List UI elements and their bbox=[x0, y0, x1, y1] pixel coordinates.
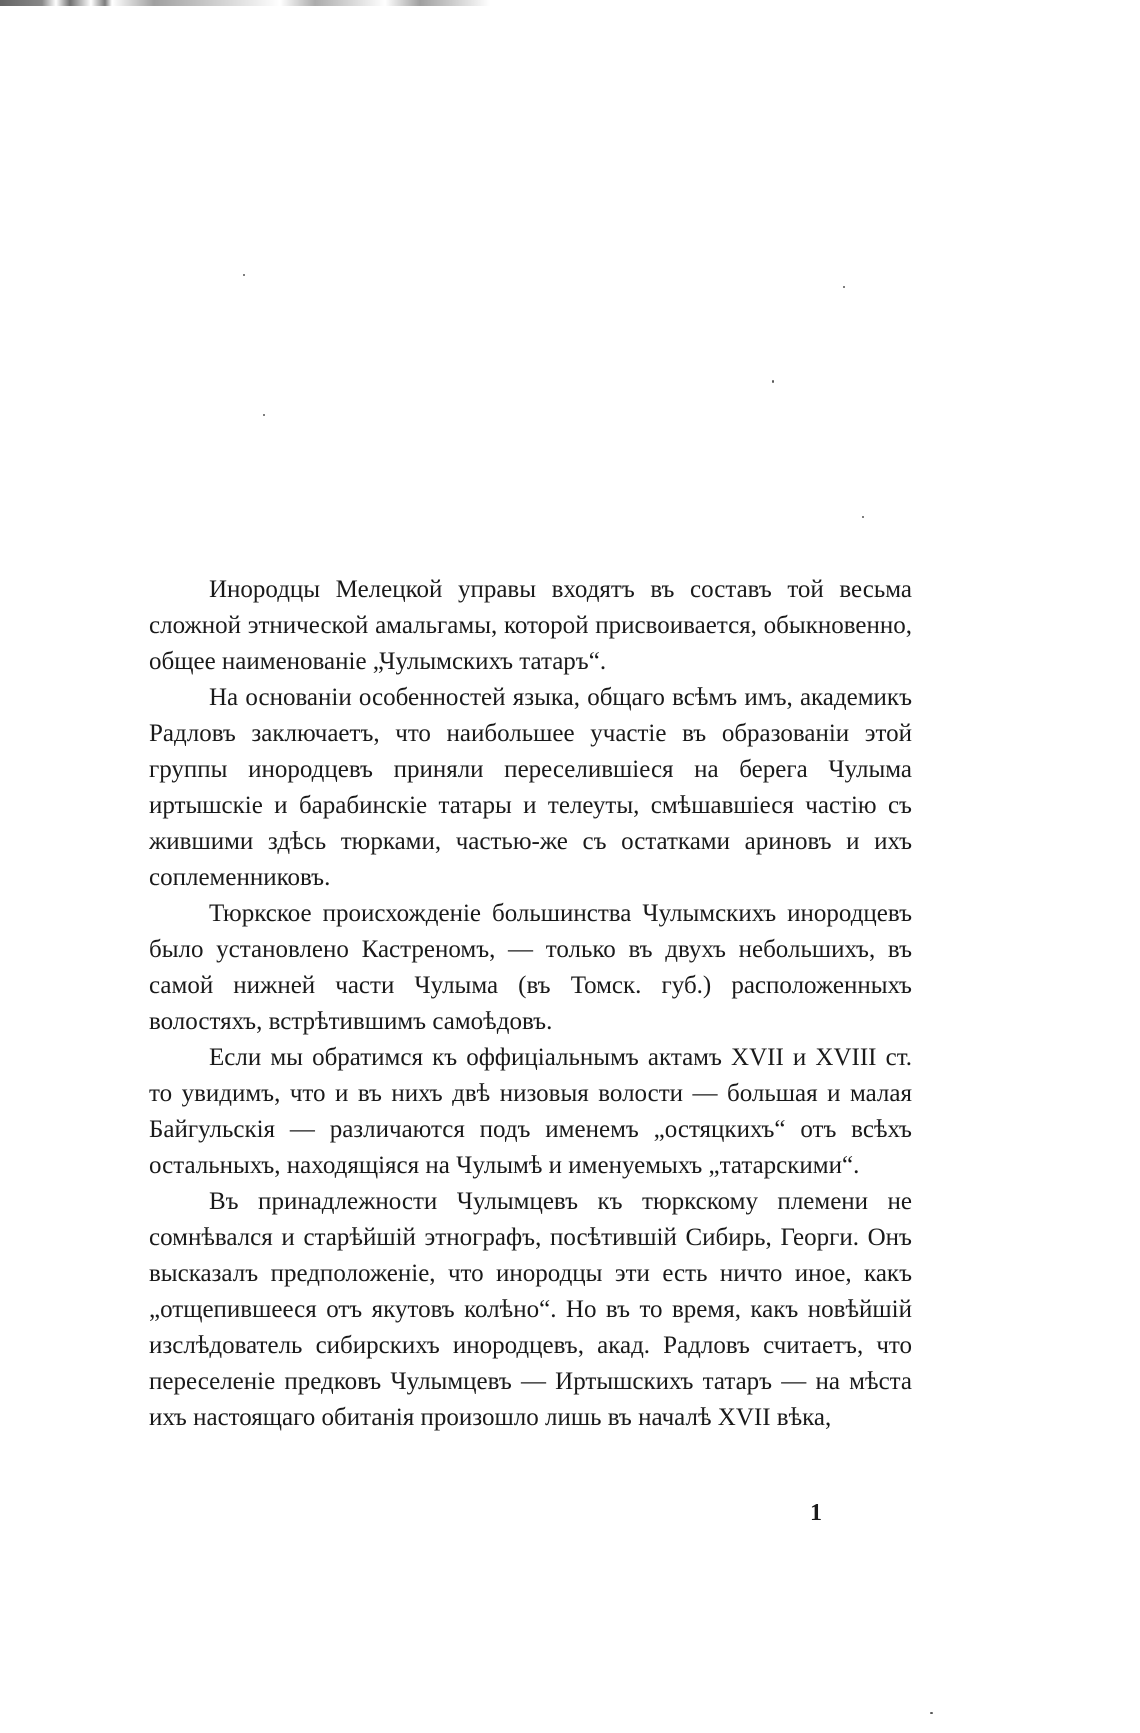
paragraph: На основаніи особенностей языка, общаго всѣмъ имъ, академикъ Радловъ заключаетъ, что наибольшее участіе въ образованіи этой группы инородцевъ приняли переселившіеся на берега Чулыма иртышскіе и барабинскіе татары и телеуты, смѣшавшіеся частію съ жившими здѣсь тюрками, частью-же съ остатками ариновъ и ихъ соплеменниковъ. bbox=[149, 684, 912, 891]
paragraph: Если мы обратимся къ оффиціальнымъ актамъ XVII и XVIII ст. то увидимъ, что и въ нихъ двѣ низовыя волости — большая и малая Байгульскія — различаются подъ именемъ „остяцкихъ“ отъ всѣхъ остальныхъ, находящіяся на Чулымѣ и именуемыхъ „татарскими“. bbox=[149, 1044, 912, 1179]
speck bbox=[930, 1712, 933, 1714]
speck bbox=[263, 414, 265, 416]
body-text bbox=[149, 572, 912, 1436]
page-number: 1 bbox=[810, 1500, 822, 1526]
speck bbox=[243, 274, 245, 276]
paragraph: Тюркское происхожденіе большинства Чулымскихъ инородцевъ было установлено Кастреномъ, — только въ двухъ небольшихъ, въ самой нижней части Чулыма (въ Томск. губ.) расположенныхъ волостяхъ, встрѣтившимъ самоѣдовъ. bbox=[149, 900, 912, 1035]
paragraph: Въ принадлежности Чулымцевъ къ тюркскому племени не сомнѣвался и старѣйшій этнографъ, посѣтившій Сибирь, Георги. Онъ высказалъ предположеніе, что инородцы эти есть ничто иное, какъ „отщепившееся отъ якутовъ колѣно“. Но въ то время, какъ новѣйшій изслѣдователь сибирскихъ инородцевъ, акад. Радловъ считаетъ, что переселеніе предковъ Чулымцевъ — Иртышскихъ татаръ — на мѣста ихъ настоящаго обитанія произошло лишь въ началѣ XVII вѣка, bbox=[149, 1188, 912, 1431]
speck bbox=[843, 286, 845, 288]
paragraph: Инородцы Мелецкой управы входятъ въ составъ той весьма сложной этнической амальгамы, которой присвоивается, обыкновенно, общее наименованіе „Чулымскихъ татаръ“. bbox=[149, 576, 912, 675]
speck bbox=[862, 516, 864, 518]
speck bbox=[772, 380, 774, 383]
scan-edge-artifact bbox=[0, 0, 700, 6]
